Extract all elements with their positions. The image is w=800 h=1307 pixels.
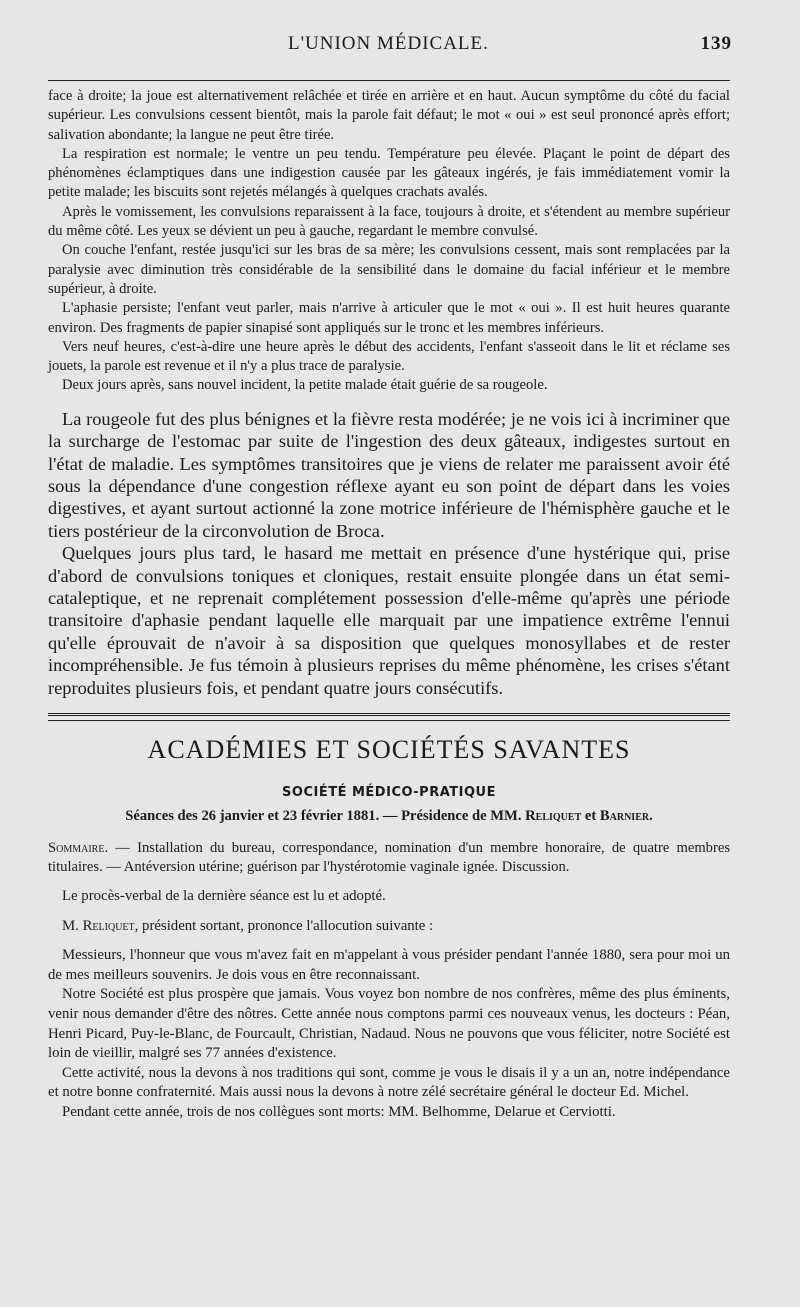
society-name: SOCIÉTÉ MÉDICO-PRATIQUE — [282, 785, 496, 801]
case-report — [48, 87, 730, 396]
page-number: 139 — [700, 33, 732, 54]
speaker-text: , président sortant, prononce l'allocution suivante : — [134, 917, 434, 934]
case-paragraph: face à droite; la joue est alternativement relâchée et tirée en arrière et en haut. Aucun symptôme du côté du facial supérieur. Les convulsions cessent bientôt, mais la parole fait défaut; le mot « oui » est seul prononcé après effort; salivation abondante; la langue ne peut être tirée. — [48, 88, 730, 143]
summary-label: Sommaire. — [48, 840, 109, 857]
case-paragraph: Vers neuf heures, c'est-à-dire une heure après le début des accidents, l'enfant s'asseoit dans le lit et réclame ses jouets, la parole est revenue et il n'y a plus trace de paralysie. — [48, 338, 730, 375]
speaker-name: Reliquet — [82, 917, 135, 934]
proceedings-paragraph — [48, 917, 730, 937]
running-header — [48, 28, 730, 62]
section-heading: ACADÉMIES ET SOCIÉTÉS SAVANTES — [147, 735, 631, 765]
president-name: Reliquet — [525, 808, 582, 825]
session-dates: Séances des 26 janvier et 23 février 1881. — Présidence de MM. — [125, 808, 522, 825]
proceedings — [48, 887, 730, 1123]
commentary-paragraph: Quelques jours plus tard, le hasard me mettait en présence d'une hystérique qui, prise d'abord de convulsions toniques et cloniques, restait ensuite plongée dans un état semi-cataleptique, et ne reprenait complétement possession d'elle-même qu'après une période transitoire d'aphasie pendant laquelle elle marquait par une impatience extrême l'ennui qu'elle éprouvait de n'avoir à sa disposition que quelques monosyllabes et de rester incompréhensible. Je fus témoin à plusieurs reprises du même phénomène, les crises s'étant reproduites plusieurs fois, et pendant quatre jours consécutifs. — [48, 543, 730, 698]
proceedings-paragraph: Cette activité, nous la devons à nos traditions qui sont, comme je vous le disais il y a un an, notre indépendance et notre bonne confraternité. Mais aussi nous la devons à notre zélé secrétaire général le docteur Ed. Michel. — [48, 1064, 730, 1101]
proceedings-paragraph: Notre Société est plus prospère que jamais. Vous voyez bon nombre de nos confrères, même des plus éminents, venir nous demander d'être des nôtres. Cette année nous comptons parmi ces nouveaux venus, les docteurs : Péan, Henri Picard, Puy-le-Blanc, de Fourcault, Christian, Nadaud. Nous ne pouvons que vous féliciter, notre Société est loin de vieillir, malgré ses 77 années d'existence. — [48, 986, 730, 1062]
case-paragraph: Après le vomissement, les convulsions reparaissent à la face, toujours à droite, et s'étendent au membre supérieur du même côté. Les yeux se dévient un peu à gauche, regardant le membre convulsé. — [48, 203, 730, 240]
case-paragraph: La respiration est normale; le ventre un peu tendu. Température peu élevée. Plaçant le point de départ des phénomènes éclamptiques dans une indigestion causée par les gâteaux ingérés, je fais immédiatement vomir la petite malade; les biscuits sont rejetés mélangés à quelques crachats avalés. — [48, 145, 730, 201]
header-rule — [48, 80, 730, 81]
commentary-paragraph: La rougeole fut des plus bénignes et la fièvre resta modérée; je ne vois ici à incriminer que la surcharge de l'estomac par suite de l'ingestion des deux gâteaux, indigestes surtout en l'état de maladie. Les symptômes transitoires que je viens de relater me paraissent avoir été sous la dépendance d'une congestion réflexe ayant eu son point de départ dans les voies digestives, et ayant surtout actionné la zone motrice inférieure de l'hémisphère gauche et le tiers postérieur de la circonvolution de Broca. — [48, 408, 730, 541]
speaker-prefix: M. — [62, 917, 79, 934]
proceedings-paragraph: Pendant cette année, trois de nos collègues sont morts: MM. Belhomme, Delarue et Cerviotti. — [62, 1103, 616, 1120]
case-paragraph: On couche l'enfant, restée jusqu'ici sur les bras de sa mère; les convulsions cessent, mais sont remplacées par la paralysie avec diminution très considérable de la sensibilité dans le domaine du facial inférieur et le membre supérieur, à droite. — [48, 242, 730, 297]
president-name: Barnier. — [599, 808, 653, 825]
case-paragraph: Deux jours après, sans nouvel incident, la petite malade était guérie de sa rougeole. — [62, 377, 548, 394]
journal-title: L'UNION MÉDICALE. — [288, 33, 489, 54]
summary-text: — Installation du bureau, correspondance, nomination d'un membre honoraire, de quatre membres titulaires. — Antéversion utérine; guérison par l'hystérotomie vaginale ignée. Discussion. — [48, 840, 730, 876]
session-line — [48, 808, 730, 825]
commentary — [48, 408, 730, 699]
summary — [48, 839, 730, 877]
section-divider — [48, 713, 730, 721]
proceedings-paragraph: Messieurs, l'honneur que vous m'avez fait en m'appelant à vous présider pendant l'année 1880, sera pour moi un de mes meilleurs souvenirs. Je dois vous en être reconnaissant. — [48, 947, 730, 983]
proceedings-paragraph: Le procès-verbal de la dernière séance est lu et adopté. — [62, 888, 386, 905]
conjunction: et — [584, 808, 597, 825]
case-paragraph: L'aphasie persiste; l'enfant veut parler, mais n'arrive à articuler que le mot « oui ». Il est huit heures quarante environ. Des fragments de papier sinapisé sont appliqués sur le tronc et les membres inférieurs. — [48, 300, 730, 336]
